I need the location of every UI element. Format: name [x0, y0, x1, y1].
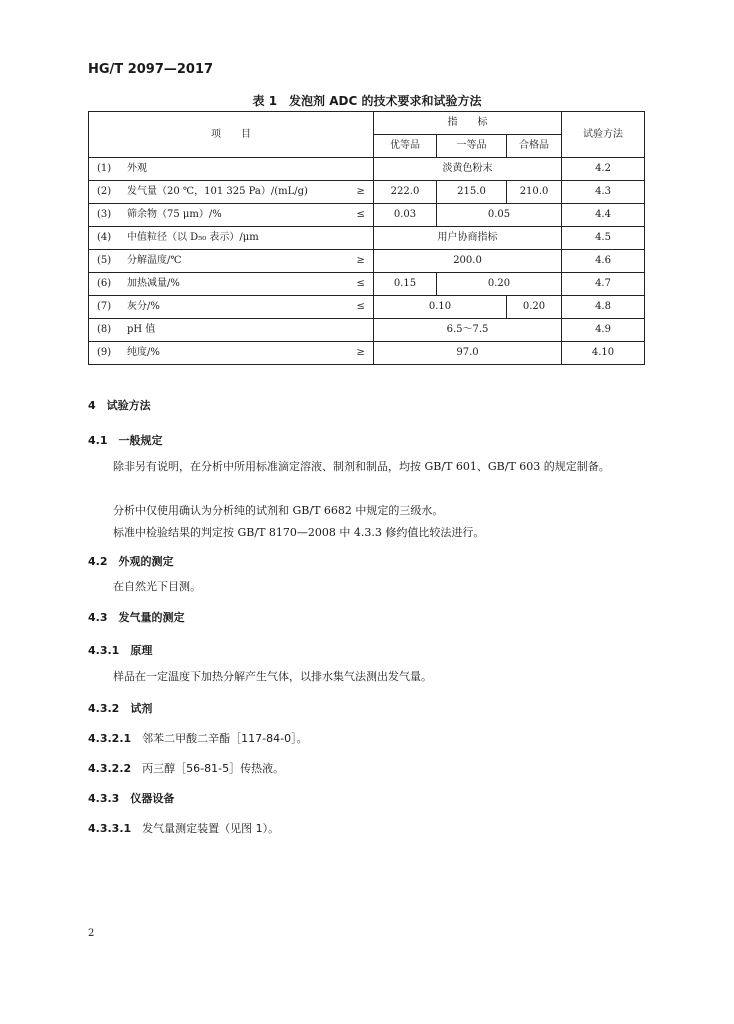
row-value-qualified: 0.20 — [507, 296, 562, 319]
row-value-premium: 222.0 — [374, 181, 437, 204]
row-value-premium-first: 0.10 — [374, 296, 507, 319]
row-name: (6) 加热减量/% — [89, 273, 349, 296]
row-name: (4) 中值粒径（以 D₅₀ 表示）/μm — [89, 227, 349, 250]
header-grade-first: 一等品 — [437, 135, 507, 158]
row-value: 97.0 — [374, 342, 562, 365]
row-name: (9) 纯度/% — [89, 342, 349, 365]
section-heading-4-3: 4.3 发气量的测定 — [88, 611, 185, 624]
paragraph: 标准中检验结果的判定按 GB/T 8170—2008 中 4.3.3 修约值比较法进行。 — [113, 526, 485, 539]
row-operator — [349, 158, 374, 181]
section-heading-4: 4 试验方法 — [88, 399, 151, 412]
header-method: 试验方法 — [562, 112, 645, 158]
paragraph: 样品在一定温度下加热分解产生气体，以排水集气法测出发气量。 — [113, 670, 432, 683]
row-method: 4.4 — [562, 204, 645, 227]
row-method: 4.5 — [562, 227, 645, 250]
table-row — [89, 250, 645, 273]
row-method: 4.2 — [562, 158, 645, 181]
table-title: 表 1 发泡剂 ADC 的技术要求和试验方法 — [252, 94, 482, 108]
clause-4-3-2-2: 4.3.2.2 丙三醇［56-81-5］传热液。 — [88, 762, 285, 775]
standard-code: HG/T 2097—2017 — [88, 62, 214, 77]
row-operator: ≤ — [349, 296, 374, 319]
table-row — [89, 319, 645, 342]
row-value-others: 0.05 — [437, 204, 562, 227]
row-value-premium: 0.15 — [374, 273, 437, 296]
row-value-others: 0.20 — [437, 273, 562, 296]
clause-4-3-2-1: 4.3.2.1 邻苯二甲酸二辛酯［117-84-0］。 — [88, 732, 308, 745]
section-heading-4-3-3: 4.3.3 仪器设备 — [88, 792, 175, 805]
table-row — [89, 273, 645, 296]
row-operator: ≥ — [349, 181, 374, 204]
header-grade-premium: 优等品 — [374, 135, 437, 158]
row-operator — [349, 319, 374, 342]
row-name: (1) 外观 — [89, 158, 349, 181]
table-row — [89, 227, 645, 250]
spec-table — [88, 111, 645, 365]
row-method: 4.3 — [562, 181, 645, 204]
page-number: 2 — [88, 928, 95, 939]
table-header-row — [89, 112, 645, 135]
row-operator: ≤ — [349, 273, 374, 296]
row-name: (3) 筛余物（75 μm）/% — [89, 204, 349, 227]
table-row — [89, 204, 645, 227]
section-heading-4-3-2: 4.3.2 试剂 — [88, 702, 153, 715]
row-method: 4.9 — [562, 319, 645, 342]
section-heading-4-2: 4.2 外观的测定 — [88, 555, 174, 568]
row-value: 用户协商指标 — [374, 227, 562, 250]
paragraph: 分析中仅使用确认为分析纯的试剂和 GB/T 6682 中规定的三级水。 — [113, 504, 444, 517]
clause-4-3-3-1: 4.3.3.1 发气量测定装置（见图 1）。 — [88, 822, 280, 835]
row-operator: ≤ — [349, 204, 374, 227]
row-operator: ≥ — [349, 250, 374, 273]
table-row — [89, 342, 645, 365]
row-value: 200.0 — [374, 250, 562, 273]
row-value-premium: 0.03 — [374, 204, 437, 227]
row-name: (7) 灰分/% — [89, 296, 349, 319]
row-method: 4.8 — [562, 296, 645, 319]
row-operator: ≥ — [349, 342, 374, 365]
row-method: 4.10 — [562, 342, 645, 365]
row-method: 4.7 — [562, 273, 645, 296]
row-value: 淡黄色粉末 — [374, 158, 562, 181]
table-row — [89, 158, 645, 181]
row-name: (8) pH 值 — [89, 319, 349, 342]
header-grade-qualified: 合格品 — [507, 135, 562, 158]
row-value-qualified: 210.0 — [507, 181, 562, 204]
row-value: 6.5～7.5 — [374, 319, 562, 342]
table-row — [89, 296, 645, 319]
row-method: 4.6 — [562, 250, 645, 273]
header-item: 项 目 — [89, 112, 374, 158]
section-heading-4-3-1: 4.3.1 原理 — [88, 644, 153, 657]
section-heading-4-1: 4.1 一般规定 — [88, 434, 163, 447]
table-row — [89, 181, 645, 204]
row-name: (2) 发气量（20 ℃，101 325 Pa）/(mL/g) — [89, 181, 349, 204]
paragraph: 在自然光下目测。 — [113, 580, 201, 593]
paragraph: 除非另有说明，在分析中所用标准滴定溶液、制剂和制品，均按 GB/T 601、GB/T 603 的规定制备。 — [113, 460, 610, 473]
row-operator — [349, 227, 374, 250]
row-name: (5) 分解温度/℃ — [89, 250, 349, 273]
header-indicator: 指 标 — [374, 112, 562, 135]
row-value-first: 215.0 — [437, 181, 507, 204]
